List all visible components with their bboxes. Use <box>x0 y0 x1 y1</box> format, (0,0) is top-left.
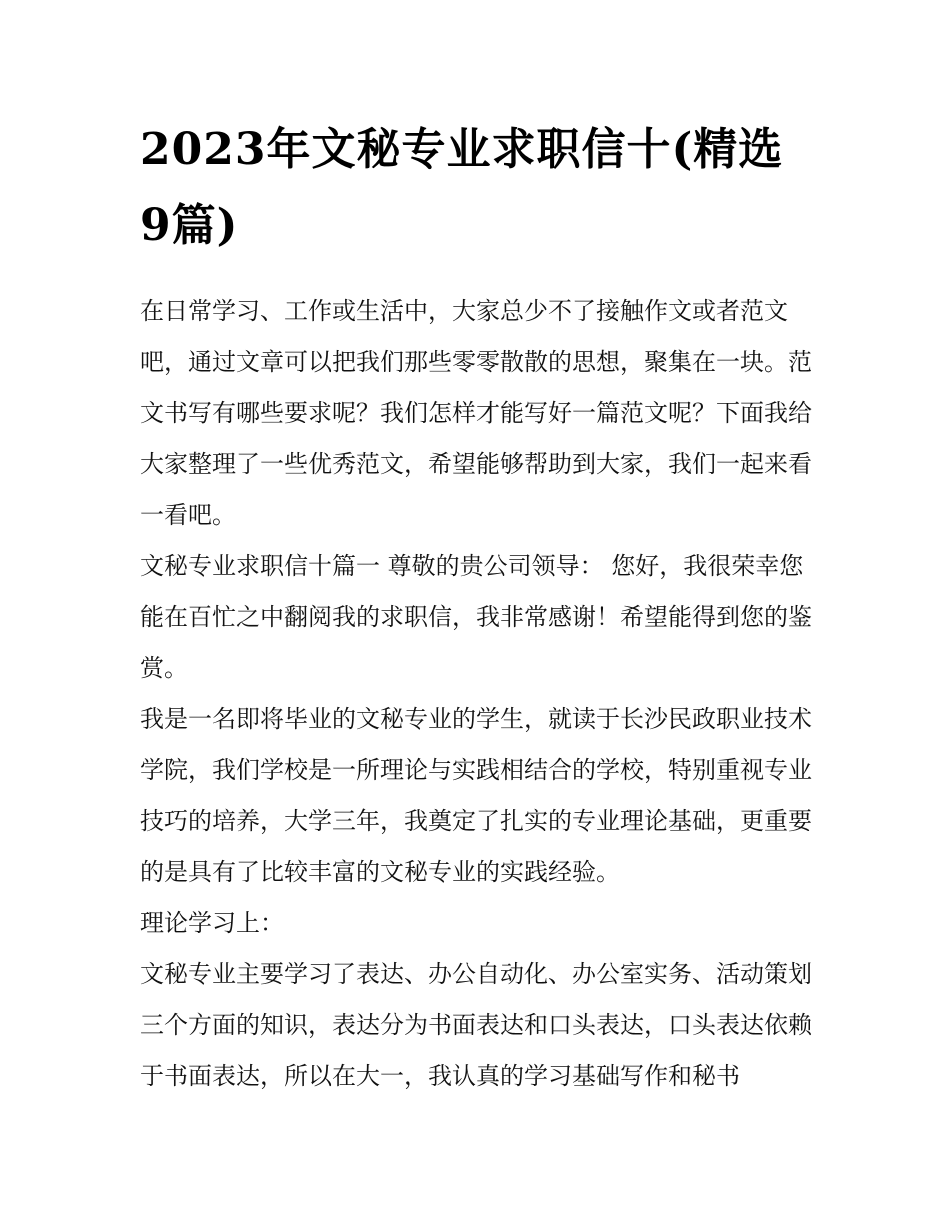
paragraph-self-introduction: 我是一名即将毕业的文秘专业的学生，就读于长沙民政职业技术学院，我们学校是一所理论与实践相结合的学校，特别重视专业技巧的培养，大学三年，我奠定了扎实的专业理论基础，更重要的是具有了比较丰富的文秘专业的实践经验。 <box>140 705 812 886</box>
document-body <box>140 286 812 1102</box>
paragraph-theory-content: 文秘专业主要学习了表达、办公自动化、办公室实务、活动策划三个方面的知识，表达分为书面表达和口头表达，口头表达依赖于书面表达，所以在大一，我认真的学习基础写作和秘书 <box>140 960 812 1090</box>
paragraph-intro: 在日常学习、工作或生活中，大家总少不了接触作文或者范文吧，通过文章可以把我们那些零零散散的思想，聚集在一块。范文书写有哪些要求呢？我们怎样才能写好一篇范文呢？下面我给大家整理了一些优秀范文，希望能够帮助到大家，我们一起来看一看吧。 <box>140 297 812 529</box>
paragraph-letter-opening: 文秘专业求职信十篇一 尊敬的贵公司领导： 您好，我很荣幸您能在百忙之中翻阅我的求职信，我非常感谢！希望能得到您的鉴赏。 <box>140 552 812 682</box>
document-content <box>140 112 812 1102</box>
paragraph-theory-heading: 理论学习上： <box>140 909 284 937</box>
document-title: 2023年文秘专业求职信十(精选9篇) <box>140 124 784 251</box>
